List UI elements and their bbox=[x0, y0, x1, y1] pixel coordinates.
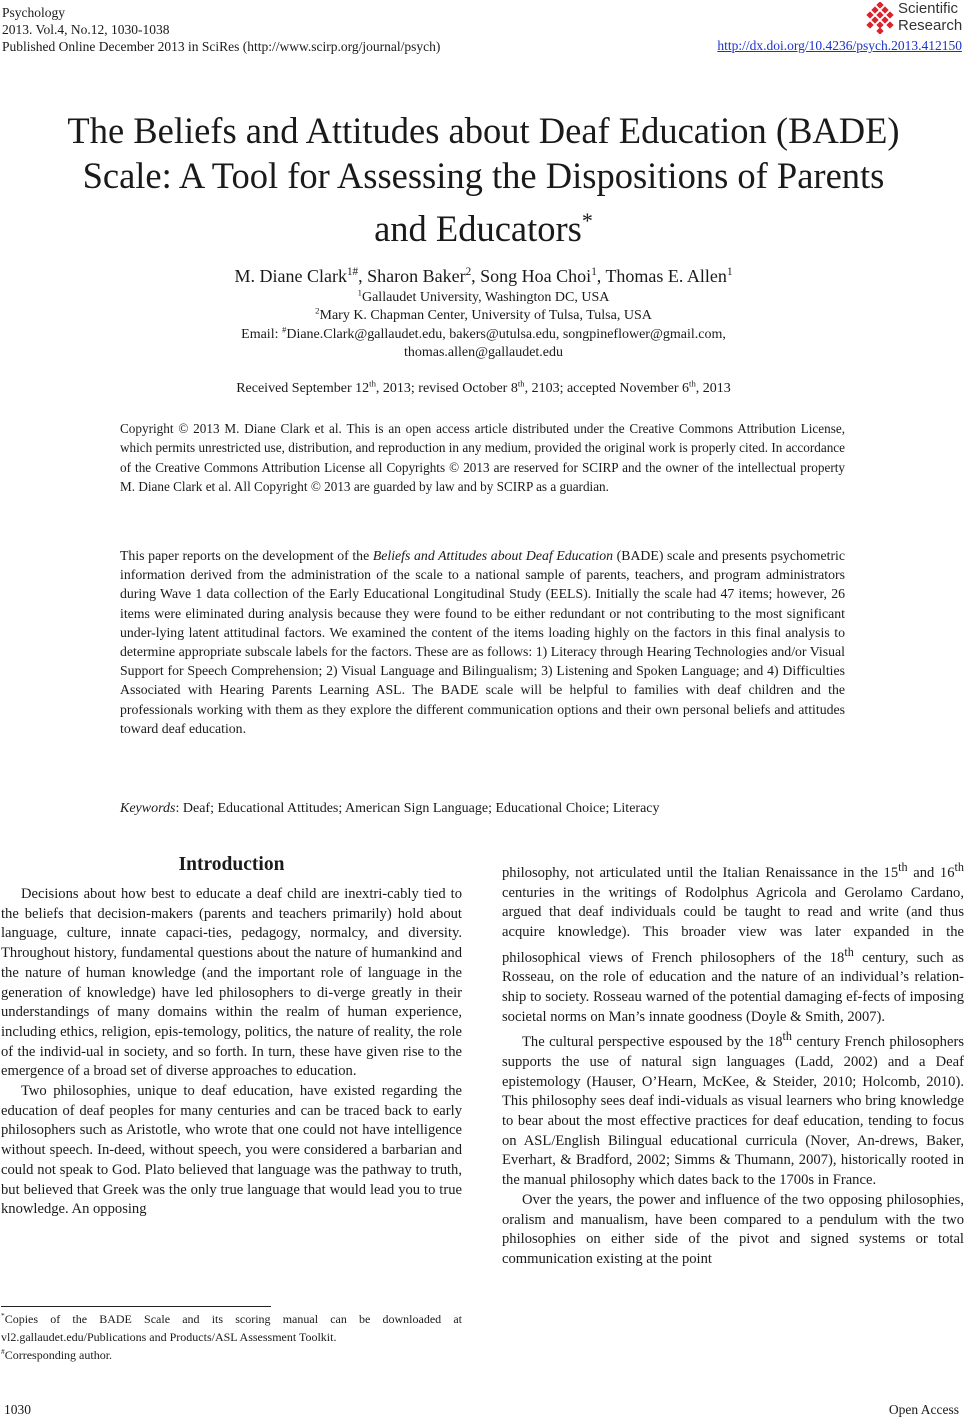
logo-dot bbox=[876, 11, 883, 18]
logo-dot bbox=[881, 16, 888, 23]
logo-dot bbox=[886, 21, 893, 28]
title-line-3-text: and Educators bbox=[374, 208, 582, 250]
revised-text: , 2013; revised October 8 bbox=[375, 381, 518, 396]
received-sup: th bbox=[369, 378, 376, 389]
journal-name: Psychology bbox=[2, 5, 66, 20]
title-line-1: The Beliefs and Attitudes about Deaf Education (BADE) bbox=[67, 110, 900, 151]
author-2: , Sharon Baker bbox=[358, 266, 466, 286]
logo-dot bbox=[876, 2, 883, 9]
footnote-1-text: Copies of the BADE Scale and its scoring manual can be downloaded at vl2.gallaudet.edu/Publications and Products/ASL Assessment Toolkit. bbox=[1, 1312, 462, 1344]
intro-paragraph-4 bbox=[502, 1027, 964, 1190]
footnote-1-mark: * bbox=[1, 1311, 5, 1320]
email-prefix: Email: bbox=[241, 327, 282, 342]
logo-dot bbox=[866, 11, 873, 18]
para3-part-d: century, such as Rosseau, on the role of education and the nature of an individual’s relation-ship to society. Rosseau warned of the potential damaging ef-fects of imposing societal norms on Man’s innate goodness (Doyle & Smith, 2007). bbox=[502, 949, 964, 1025]
footnote-2-text: Corresponding author. bbox=[4, 1348, 113, 1362]
author-1-sup: 1# bbox=[346, 266, 359, 278]
paper-title bbox=[40, 108, 927, 251]
footnote-1 bbox=[1, 1310, 462, 1346]
logo-dot bbox=[881, 6, 888, 13]
author-2-sup: 2 bbox=[465, 266, 472, 278]
publication-info: Published Online December 2013 in SciRes (http://www.scirp.org/journal/psych) bbox=[2, 39, 441, 54]
author-list bbox=[40, 265, 927, 287]
email-sup: # bbox=[281, 324, 287, 335]
logo-dot bbox=[876, 27, 883, 34]
received-text: Received September 12 bbox=[236, 381, 370, 396]
author-3: , Song Hoa Choi bbox=[471, 266, 592, 286]
scientific-research-logo[interactable] bbox=[864, 0, 964, 36]
footnote-divider bbox=[1, 1306, 271, 1307]
open-access-label: Open Access bbox=[888, 1402, 959, 1417]
accepted-text: , 2103; accepted November 6 bbox=[524, 381, 690, 396]
logo-dot bbox=[871, 6, 878, 13]
affiliation-1 bbox=[40, 289, 927, 307]
intro-paragraph-3 bbox=[502, 858, 964, 1027]
logo-dot bbox=[886, 11, 893, 18]
accepted-sup: th bbox=[689, 378, 696, 389]
author-4: , Thomas E. Allen bbox=[596, 266, 727, 286]
received-dates bbox=[40, 378, 927, 397]
left-column bbox=[1, 885, 462, 1220]
affiliation-1-text: Gallaudet University, Washington DC, USA bbox=[361, 290, 610, 305]
doi-link[interactable]: http://dx.doi.org/10.4236/psych.2013.412150 bbox=[717, 38, 962, 53]
para4-part-b: century French philosophers supports the use of natural sign languages (Ladd, 2002) and a Deaf epistemology (Hauser, O’Hearn, McKee, & Steider, 2010; Holcomb, 2010). This philosophy sees deaf indi-viduals as visual learners who bring knowledge to bear about the most effective practices for deaf education, tending to focus on ASL/English Bilingual educational curricula (Nover, An-drews, Baker, Everhart, & Bradford, 2002; Simms & Thumann, 2007), historically rooted in the manual philosophy which dates back to the 1700s in France. bbox=[502, 1034, 964, 1189]
author-4-sup: 1 bbox=[726, 266, 733, 278]
para4-sup-1: th bbox=[782, 1029, 792, 1044]
abstract-scale-name: Beliefs and Attitudes about Deaf Education bbox=[372, 548, 614, 563]
author-3-sup: 1 bbox=[591, 266, 597, 278]
revised-sup: th bbox=[517, 378, 525, 389]
abstract bbox=[120, 546, 845, 738]
email-line-2[interactable]: thomas.allen@gallaudet.edu bbox=[403, 345, 564, 360]
logo-diamond-icon bbox=[864, 2, 896, 34]
para3-part-c: centuries in the writings of Rodolphus Agricola and Gerolamo Cardano, argued that deaf individuals could be taught to read and write (and thus acquire knowledge). This broader view was later expanded in the philosophical views of French philosophers of the 18 bbox=[502, 884, 964, 966]
para3-sup-3: th bbox=[844, 944, 854, 959]
journal-volume: 2013. Vol.4, No.12, 1030-1038 bbox=[2, 22, 170, 37]
logo-dot bbox=[871, 16, 878, 23]
logo-line-2: Research bbox=[898, 17, 963, 34]
logo-line-1: Scientific bbox=[898, 0, 959, 17]
footnotes bbox=[1, 1310, 462, 1364]
para3-sup-2: th bbox=[954, 860, 964, 874]
keywords-list: : Deaf; Educational Attitudes; American Sign Language; Educational Choice; Literacy bbox=[175, 801, 660, 816]
para3-part-b: and 16 bbox=[907, 864, 955, 881]
footnote-2 bbox=[1, 1346, 462, 1364]
title-line-2: Scale: A Tool for Assessing the Dispositions of Parents bbox=[82, 155, 885, 196]
right-column bbox=[502, 858, 964, 1270]
page-number: 1030 bbox=[4, 1402, 31, 1417]
title-footnote-mark: * bbox=[581, 208, 593, 233]
footnote-2-mark: # bbox=[1, 1347, 5, 1356]
para4-part-a: The cultural perspective espoused by the 18 bbox=[522, 1034, 783, 1051]
intro-paragraph-5: Over the years, the power and influence of the two opposing philosophies, oralism and manualism, have been compared to a pendulum with the two philosophies on either side of the pivot and signed systems or total communication existing at the point bbox=[502, 1191, 964, 1267]
accepted-year: , 2013 bbox=[695, 381, 731, 396]
keywords bbox=[120, 801, 845, 817]
logo-text bbox=[898, 0, 962, 34]
intro-paragraph-2: Two philosophies, unique to deaf education, have existed regarding the education of deaf peoples for many centuries and can be traced back to early philosophers such as Aristotle, who wrote that one could not have intelligence without speech. In-deed, without speech, you were considered a barbarian and could not speak to God. Plato believed that language was the pathway to truth, but believed that Greek was the only true language that would lead you to true knowledge. An opposing bbox=[1, 1083, 462, 1218]
introduction-heading: Introduction bbox=[178, 854, 285, 875]
logo-dot bbox=[866, 21, 873, 28]
affiliation-2 bbox=[40, 307, 927, 325]
affiliation-2-text: Mary K. Chapman Center, University of Tulsa, Tulsa, USA bbox=[319, 308, 652, 323]
affiliation-1-sup: 1 bbox=[357, 287, 362, 298]
para3-sup-1: th bbox=[898, 860, 908, 874]
abstract-body: (BADE) scale and presents psychometric information derived from the administration of the scale to a national sample of parents, teachers, and program administrators during Wave 1 data collection of the Early Educational Longitudinal Study (EELS). Initially the scale had 47 items; however, 26 items were eliminated during analysis because they were found to be either redundant or not contributing to the most significant under-lying latent attitudinal factors. We examined the content of the items loading highly on the factors in this final analysis to determine appropriate subscale labels for the factors. These are as follows: 1) Literacy through Hearing Technologies and/or Visual Support for Speech Comprehension; 2) Visual Language and Bilingualism; 3) Listening and Spoken Language; and 4) Difficulties Associated with Hearing Parents Learning ASL. The BADE scale will be helpful to families with deaf children and the professionals working with them as they explore the different communication options and their own personal beliefs and attitudes toward deaf education. bbox=[120, 548, 845, 736]
email-addresses-1[interactable]: Diane.Clark@gallaudet.edu, bakers@utulsa.edu, songpineflower@gmail.com, bbox=[286, 327, 726, 342]
intro-paragraph-1: Decisions about how best to educate a deaf child are inextri-cably tied to the beliefs that decision-makers (parents and teachers primarily) hold about language, culture, innate capaci-ties, pedagogy, normalcy, and diversity. Throughout history, fundamental questions about the nature of humankind and the nature of human knowledge (and the important role of language in the generation of knowledge) have led philosophers to di-verge greatly in their understandings of many domains within the realm of human experience, including ethics, religion, epis-temology, politics, the nature of reality, the role of the individ-ual in society, and so forth. In turn, these have given rise to the emergence of a broad set of diverse approaches to education. bbox=[1, 886, 462, 1080]
author-1: M. Diane Clark bbox=[234, 266, 347, 286]
copyright-notice: Copyright © 2013 M. Diane Clark et al. This is an open access article distributed under the Creative Commons Attribution License, which permits unrestricted use, distribution, and reproduction in any medium, provided the original work is properly cited. In accordance of the Creative Commons Attribution License all Copyrights © 2013 are reserved for SCIRP and the owner of the intellectual property M. Diane Clark et al. All Copyright © 2013 are guarded by law and by SCIRP as a guardian. bbox=[120, 421, 845, 495]
journal-header bbox=[2, 4, 440, 55]
keywords-label: Keywords bbox=[120, 801, 176, 816]
affiliation-2-sup: 2 bbox=[315, 305, 320, 316]
title-line-3 bbox=[40, 198, 927, 251]
email-line-1 bbox=[40, 326, 927, 344]
abstract-pre: This paper reports on the development of the bbox=[120, 548, 373, 563]
para3-part-a: philosophy, not articulated until the Italian Renaissance in the 15 bbox=[502, 864, 899, 881]
